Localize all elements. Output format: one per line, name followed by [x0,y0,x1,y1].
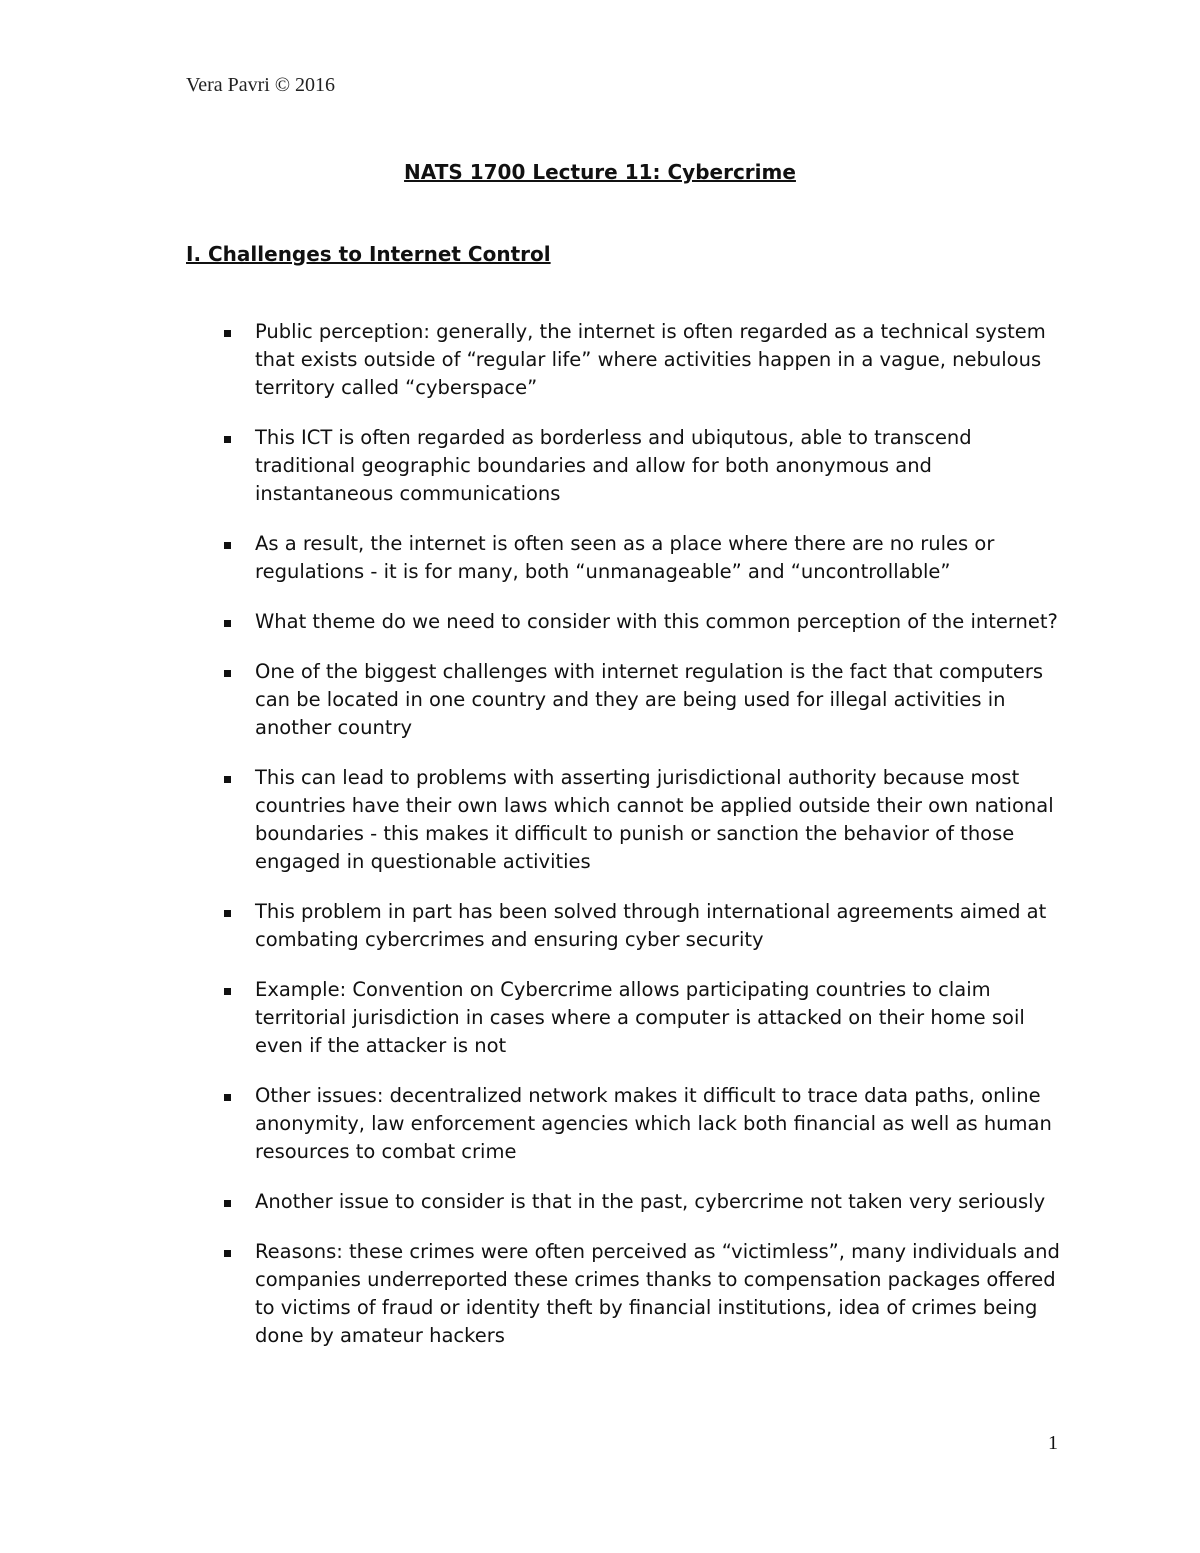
bullet-text: Other issues: decentralized network makes it difficult to trace data paths, online anonymity, law enforcement agencies which lack both financial as well as human resources to combat crime [255,1084,1052,1163]
square-bullet-icon [224,670,231,677]
square-bullet-icon [224,330,231,337]
list-item [186,1188,1066,1216]
bullet-text: One of the biggest challenges with internet regulation is the fact that computers can be located in one country and they are being used for illegal activities in another country [255,660,1044,739]
section-heading: I. Challenges to Internet Control [186,242,551,266]
bullet-text: This can lead to problems with asserting jurisdictional authority because most countries have their own laws which cannot be applied outside their own national boundaries - this makes it difficult to punish or sanction the behavior of those engaged in questionable activities [255,766,1054,873]
list-item [186,976,1066,1060]
square-bullet-icon [224,988,231,995]
list-item [186,658,1066,742]
square-bullet-icon [224,1250,231,1257]
bullet-text: What theme do we need to consider with this common perception of the internet? [255,610,1058,633]
bullet-text: This ICT is often regarded as borderless and ubiqutous, able to transcend traditional geographic boundaries and allow for both anonymous and instantaneous communications [255,426,972,505]
square-bullet-icon [224,620,231,627]
list-item [186,608,1066,636]
list-item [186,1238,1066,1350]
square-bullet-icon [224,436,231,443]
document-title: NATS 1700 Lecture 11: Cybercrime [404,160,796,184]
bullet-text: As a result, the internet is often seen as a place where there are no rules or regulations - it is for many, both “unmanageable” and “uncontrollable” [255,532,995,583]
square-bullet-icon [224,1200,231,1207]
author-copyright: Vera Pavri © 2016 [186,74,336,96]
square-bullet-icon [224,1094,231,1101]
square-bullet-icon [224,910,231,917]
page-number: 1 [1048,1432,1058,1454]
square-bullet-icon [224,776,231,783]
list-item [186,424,1066,508]
bullet-text: Public perception: generally, the internet is often regarded as a technical system that exists outside of “regular life” where activities happen in a vague, nebulous territory called “cyberspace” [255,320,1046,399]
list-item [186,530,1066,586]
bullet-text: Example: Convention on Cybercrime allows participating countries to claim territorial jurisdiction in cases where a computer is attacked on their home soil even if the attacker is not [255,978,1025,1057]
list-item [186,764,1066,876]
bullet-list [186,318,1066,1372]
list-item [186,898,1066,954]
square-bullet-icon [224,542,231,549]
bullet-text: Another issue to consider is that in the past, cybercrime not taken very seriously [255,1190,1046,1213]
list-item [186,318,1066,402]
list-item [186,1082,1066,1166]
bullet-text: Reasons: these crimes were often perceived as “victimless”, many individuals and companies underreported these crimes thanks to compensation packages offered to victims of fraud or identity theft by financial institutions, idea of crimes being done by amateur hackers [255,1240,1060,1347]
bullet-text: This problem in part has been solved through international agreements aimed at combating cybercrimes and ensuring cyber security [255,900,1047,951]
